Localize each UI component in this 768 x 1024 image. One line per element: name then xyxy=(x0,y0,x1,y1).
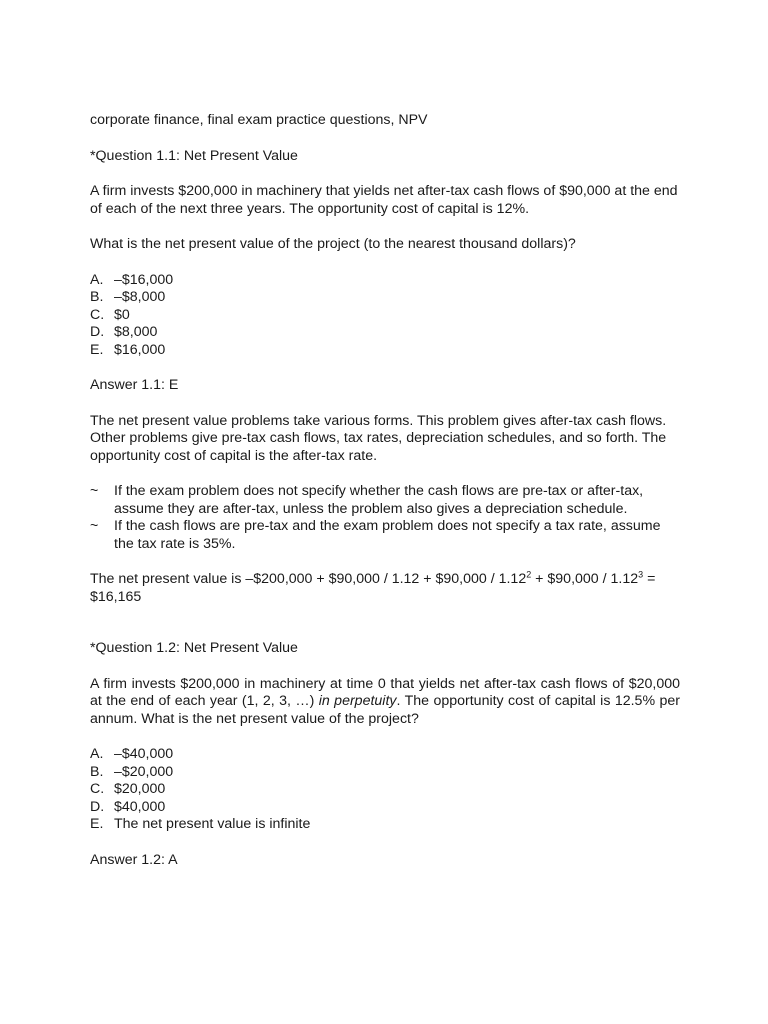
option-item xyxy=(90,342,680,360)
option-letter: B. xyxy=(90,763,104,780)
option-text: The net present value is infinite xyxy=(114,816,311,832)
bullet-item xyxy=(90,518,680,553)
bullet-text: If the exam problem does not specify whether the cash flows are pre-tax or after-tax, assume they are after-tax, unless the problem also gives a depreciation schedule. xyxy=(114,483,644,517)
option-letter: A. xyxy=(90,746,104,762)
doc-header: corporate finance, final exam practice questions, NPV xyxy=(90,112,428,128)
option-item xyxy=(90,799,680,817)
question-1-2-text xyxy=(90,676,680,729)
npv-exponent-3: 3 xyxy=(638,569,644,580)
question-1-2-text-a: A firm invests $200,000 in machinery at time 0 that yields net after-tax cash flows of $20,000 at the end of each year (1, 2, 3, …) xyxy=(90,675,680,709)
bullet-item xyxy=(90,483,680,518)
option-text: $40,000 xyxy=(114,798,166,815)
option-text: $8,000 xyxy=(114,324,158,340)
answer-1-2: Answer 1.2: A xyxy=(90,851,178,868)
npv-part-3: = $16,165 xyxy=(90,571,656,605)
option-letter: C. xyxy=(90,306,105,323)
assumption-bullets xyxy=(90,483,680,553)
option-item xyxy=(90,289,680,307)
option-text: $16,000 xyxy=(114,341,166,358)
option-letter: D. xyxy=(90,798,105,815)
option-text: –$20,000 xyxy=(114,763,174,780)
option-letter: D. xyxy=(90,324,105,340)
option-letter: A. xyxy=(90,271,104,288)
npv-part-1: The net present value is –$200,000 + $90,000 / 1.12 + $90,000 / 1.12 xyxy=(90,571,527,587)
question-1-2-text-b: . The opportunity cost of capital is 12.5% per annum. What is the net present value of the project? xyxy=(90,693,680,727)
option-item xyxy=(90,764,680,782)
option-text: –$8,000 xyxy=(114,289,166,305)
answer-1-1-explanation: The net present value problems take various forms. This problem gives after-tax cash flows. Other problems give pre-tax cash flows, tax rates, depreciation schedules, and so forth. The opportunity cost of capital is the after-tax rate. xyxy=(90,412,667,464)
npv-exponent-2: 2 xyxy=(526,569,532,580)
option-letter: E. xyxy=(90,816,104,832)
option-item xyxy=(90,816,680,834)
option-item xyxy=(90,272,680,290)
question-1-1-title: *Question 1.1: Net Present Value xyxy=(90,147,298,164)
bullet-text: If the cash flows are pre-tax and the exam problem does not specify a tax rate, assume the tax rate is 35%. xyxy=(114,518,661,552)
option-letter: E. xyxy=(90,341,104,358)
option-text: $0 xyxy=(114,306,130,323)
option-item xyxy=(90,781,680,799)
option-letter: C. xyxy=(90,781,105,797)
option-item xyxy=(90,324,680,342)
option-text: $20,000 xyxy=(114,781,166,797)
option-item xyxy=(90,746,680,764)
question-1-2-options xyxy=(90,746,680,834)
npv-calculation xyxy=(90,571,680,606)
option-item xyxy=(90,307,680,325)
option-text: –$16,000 xyxy=(114,271,174,288)
question-1-1-ask: What is the net present value of the project (to the nearest thousand dollars)? xyxy=(90,236,576,252)
npv-part-2: + $90,000 / 1.12 xyxy=(531,571,639,587)
question-1-2-title: *Question 1.2: Net Present Value xyxy=(90,640,298,656)
answer-1-1: Answer 1.1: E xyxy=(90,377,179,393)
tilde-bullet-icon: ~ xyxy=(90,483,99,499)
document-page xyxy=(90,112,680,869)
option-text: –$40,000 xyxy=(114,746,174,762)
question-1-2-text-emphasis: in perpetuity xyxy=(318,693,397,709)
question-1-1-text: A firm invests $200,000 in machinery that yields net after-tax cash flows of $90,000 at the end of each of the next three years. The opportunity cost of capital is 12%. xyxy=(90,183,678,217)
option-letter: B. xyxy=(90,289,104,305)
question-1-1-options xyxy=(90,272,680,360)
tilde-bullet-icon: ~ xyxy=(90,518,99,534)
